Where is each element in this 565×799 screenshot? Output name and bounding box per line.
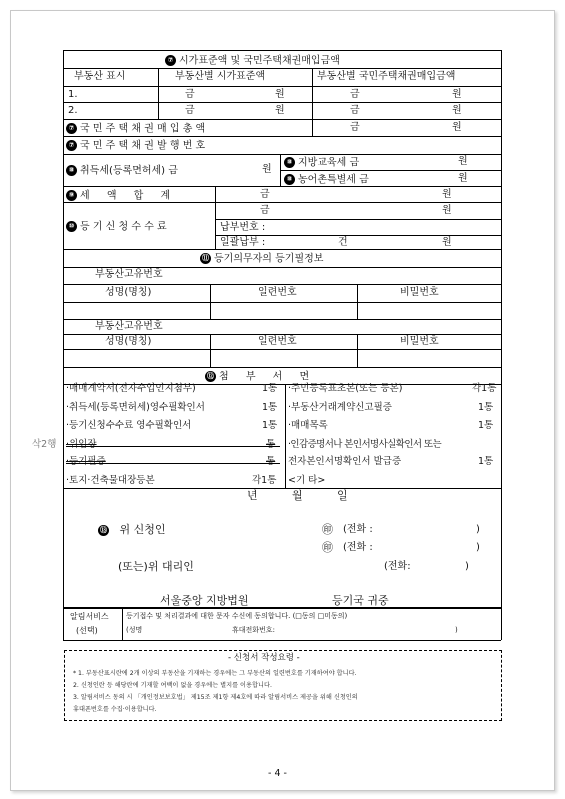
- row1-bond-won: 원: [452, 89, 462, 100]
- attach-left-1: ·매매계약서(전자수입인지첨부): [66, 383, 196, 394]
- note-line-4: 휴대폰번호를 수집·이용합니다.: [73, 706, 157, 713]
- row1-price-won: 원: [275, 89, 285, 100]
- note-line-2: 2. 신청인란 등 해당란에 기재할 여백이 없을 경우에는 별지를 이용합니다.: [73, 682, 272, 689]
- row-line: [63, 488, 501, 489]
- alert-name-field: (성명: [126, 626, 143, 634]
- attach-right-4: ·인감증명서나 본인서명사실확인서 또는: [288, 439, 442, 450]
- attach-left-5: ·등기필증: [66, 456, 106, 467]
- date-year: 년: [247, 489, 258, 502]
- bond-total-won: 원: [452, 122, 462, 133]
- row2-bond-won: 원: [452, 105, 462, 116]
- serial-label-1: 일련번호: [258, 287, 297, 298]
- bond-total-prefix: 금: [350, 122, 360, 133]
- col-divider: [357, 334, 358, 367]
- notes-box: [64, 650, 502, 721]
- row-line: [63, 86, 501, 87]
- acquisition-tax-label: ⑧ 취득세(등록면허세) 금: [66, 165, 178, 177]
- section11-header: ⑪ 등기의무자의 등기필정보: [202, 253, 324, 265]
- unique-number-label-2: 부동산고유번호: [95, 321, 163, 332]
- education-tax-label: ⑧ 지방교육세 금: [284, 157, 359, 169]
- applicant-label: ⑬ 위 신청인: [100, 523, 166, 536]
- seal-mark-2: ㊞: [322, 541, 333, 554]
- rural-tax-label: ⑧ 농어촌특별세 금: [284, 174, 369, 186]
- alert-bottom-border: [63, 640, 501, 641]
- row-line: [63, 367, 501, 368]
- tax-total-label: ⑨ 세 액 합 계: [66, 190, 177, 202]
- name-label-2: 성명(명칭): [105, 336, 152, 347]
- row-line: [63, 334, 501, 335]
- attach-left-3: ·등기신청수수료 영수필확인서: [66, 420, 192, 431]
- row-line: [215, 219, 501, 220]
- col-divider: [312, 119, 313, 136]
- attach-right-5: 전자본인서명확인서 발급증: [288, 456, 402, 467]
- row-line: [63, 154, 501, 155]
- office-name: 등기국 귀중: [332, 594, 389, 607]
- row-line: [280, 170, 501, 171]
- alert-left-border: [63, 608, 64, 640]
- row2-bond-prefix: 금: [350, 105, 360, 116]
- strike-line: [66, 463, 280, 464]
- alert-close: ): [455, 626, 458, 634]
- col-divider: [312, 68, 313, 119]
- attach-left-4: ·위임장: [66, 439, 97, 450]
- row1-bond-prefix: 금: [350, 89, 360, 100]
- row1-price-prefix: 금: [185, 89, 195, 100]
- bond-total-label: ⑦ 국 민 주 택 채 권 매 입 총 액: [66, 123, 205, 135]
- alert-optional: (선택): [76, 626, 98, 635]
- payment-number-label: 납부번호 :: [220, 222, 266, 233]
- attach-right-2-count: 1통: [478, 402, 494, 413]
- row-line: [63, 302, 501, 303]
- row-line: [63, 136, 501, 137]
- attach-right-2: ·부동산거래계약신고필증: [288, 402, 392, 413]
- form-right-border: [501, 50, 502, 608]
- col-bond-amount: 부동산별 국민주택채권매입금액: [317, 71, 456, 82]
- name-label-1: 성명(명칭): [105, 287, 152, 298]
- margin-note: 삭2행: [32, 439, 57, 450]
- section12-header: ⑫ 첨 부 서 면: [207, 371, 317, 383]
- note-line-1: * 1. 부동산표시란에 2개 이상의 부동산을 기재하는 경우에는 그 부동산의 일련번호를 기재하여야 합니다.: [73, 670, 357, 677]
- attach-left-5-count: 통: [266, 456, 276, 467]
- row-line: [63, 267, 501, 268]
- attach-right-1: ·주민등록표초본(또는 등본): [288, 383, 403, 394]
- row2-price-won: 원: [275, 105, 285, 116]
- row-line: [63, 102, 501, 103]
- attach-left-2-count: 1통: [262, 402, 278, 413]
- attach-left-6-count: 각1통: [252, 475, 277, 486]
- col-divider: [285, 384, 286, 488]
- court-name: 서울중앙 지방법원: [160, 594, 249, 607]
- col-property-display: 부동산 표시: [74, 71, 126, 82]
- bulk-payment-label: 일괄납부 :: [220, 237, 266, 248]
- password-label-2: 비밀번호: [400, 336, 439, 347]
- section7-header: ⑦ 시가표준액 및 국민주택채권매입금액: [165, 55, 340, 67]
- alert-label: 알림서비스: [70, 612, 109, 621]
- col-divider: [158, 68, 159, 119]
- password-label-1: 비밀번호: [400, 287, 439, 298]
- tax-total-won: 원: [442, 189, 452, 200]
- row-line: [63, 119, 501, 120]
- col-divider: [210, 334, 211, 367]
- page-number: - 4 -: [268, 768, 287, 779]
- phone-3-close: ): [465, 561, 469, 572]
- attach-right-3-count: 1통: [478, 420, 494, 431]
- serial-label-2: 일련번호: [258, 336, 297, 347]
- col-divider: [215, 186, 216, 249]
- note-line-3: 3. 알림서비스 동의 시 「개인정보보호법」 제15조 제1항 제4호에 따라 알림서비스 제공을 위해 신청인의: [73, 694, 358, 701]
- row-line: [63, 186, 501, 187]
- education-tax-won: 원: [458, 156, 468, 167]
- row-line: [63, 249, 501, 250]
- attach-left-6: ·토지·건축물대장등본: [66, 475, 155, 486]
- row-line: [215, 235, 501, 236]
- attach-right-5-count: 1통: [478, 456, 494, 467]
- col-divider: [122, 608, 123, 640]
- strike-line: [66, 446, 280, 447]
- unique-number-label-1: 부동산고유번호: [95, 269, 163, 280]
- date-day: 일: [337, 489, 348, 502]
- row-line: [63, 349, 501, 350]
- form-top-border: [63, 50, 501, 51]
- row-line: [63, 68, 501, 69]
- seal-mark-1: ㊞: [322, 523, 333, 536]
- row2-price-prefix: 금: [185, 105, 195, 116]
- attach-left-3-count: 1통: [262, 420, 278, 431]
- row1-no: 1.: [68, 89, 78, 100]
- attach-left-2: ·취득세(등록면허세)영수필확인서: [66, 402, 205, 413]
- phone-2-close: ): [476, 542, 480, 553]
- tax-total-prefix: 금: [260, 189, 270, 200]
- phone-1-close: ): [476, 524, 480, 535]
- notes-title: - 신청서 작성요령 -: [228, 653, 300, 663]
- bond-issue-label: ⑦ 국 민 주 택 채 권 발 행 번 호: [66, 140, 205, 152]
- row-line: [63, 202, 501, 203]
- rural-tax-won: 원: [458, 173, 468, 184]
- row2-no: 2.: [68, 105, 78, 116]
- date-month: 월: [292, 489, 303, 502]
- acquisition-tax-won: 원: [262, 164, 272, 175]
- bulk-payment-won: 원: [442, 237, 452, 248]
- alert-phone-field: 휴대전화번호:: [232, 626, 275, 634]
- alert-right-border: [501, 608, 502, 640]
- row-line: [63, 319, 501, 320]
- bulk-payment-count-unit: 건: [338, 237, 348, 248]
- attach-left-4-count: 통: [266, 439, 276, 450]
- phone-2: (전화 :: [343, 542, 373, 553]
- col-standard-price: 부동산별 시가표준액: [175, 71, 266, 82]
- phone-1: (전화 :: [343, 524, 373, 535]
- agent-label: (또는)위 대리인: [118, 560, 194, 573]
- registration-fee-prefix: 금: [260, 205, 270, 216]
- attach-right-3: ·매매목록: [288, 420, 328, 431]
- registration-fee-won: 원: [442, 205, 452, 216]
- phone-3: (전화:: [384, 561, 411, 572]
- attach-right-1-count: 각1통: [472, 383, 497, 394]
- form-left-border: [63, 50, 64, 608]
- attach-left-1-count: 1통: [262, 383, 278, 394]
- row-line: [63, 284, 501, 285]
- attach-right-6: <기 타>: [288, 475, 326, 486]
- form-bottom-thick: [63, 607, 501, 609]
- alert-consent: 등기접수 및 처리결과에 대한 문자 수신에 동의합니다. (□동의 □미동의): [126, 612, 348, 620]
- registration-fee-label: ⑩ 등 기 신 청 수 수 료: [66, 221, 167, 233]
